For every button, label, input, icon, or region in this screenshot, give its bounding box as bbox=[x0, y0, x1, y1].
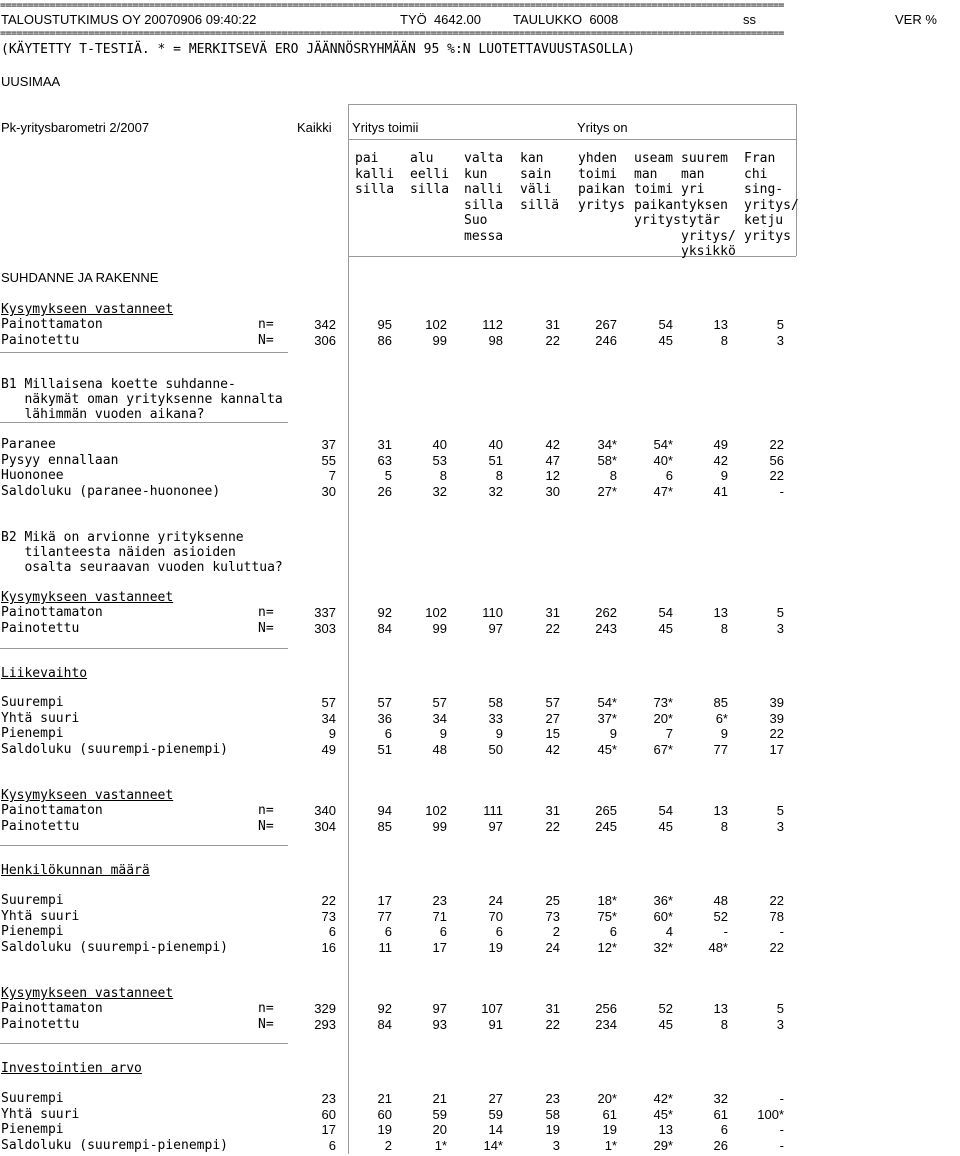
table-cell: 40* bbox=[653, 452, 673, 468]
table-cell: 49 bbox=[321, 741, 336, 757]
table-cell: 60* bbox=[653, 908, 673, 924]
equals-rule-second: ============================================================================================================================================== bbox=[0, 28, 784, 39]
table-cell: 85 bbox=[377, 818, 392, 834]
table-cell: 60 bbox=[377, 1106, 392, 1122]
table-cell: 32 bbox=[488, 483, 503, 499]
table-cell: 45 bbox=[658, 332, 673, 348]
table-cell: 8 bbox=[439, 468, 447, 483]
table-cell: 40 bbox=[432, 437, 447, 452]
table-cell: 78 bbox=[769, 908, 784, 924]
table-cell: 85 bbox=[713, 695, 728, 710]
report-ver: VER % bbox=[895, 12, 937, 27]
table-cell: 8 bbox=[720, 620, 728, 636]
table-cell: 47 bbox=[545, 452, 560, 468]
table-cell: 30 bbox=[321, 483, 336, 499]
table-cell: 14* bbox=[483, 1137, 503, 1153]
respondents-label: Kysymykseen vastanneet bbox=[1, 302, 174, 317]
table-cell: 2 bbox=[552, 924, 560, 939]
table-cell: 329 bbox=[314, 1001, 336, 1016]
table-cell: 45 bbox=[658, 818, 673, 834]
rule-liike-resp bbox=[0, 845, 288, 846]
table-cell: 31 bbox=[545, 317, 560, 332]
table-cell: 14 bbox=[488, 1122, 503, 1137]
table-cell: 42 bbox=[545, 437, 560, 452]
table-cell: 9 bbox=[495, 726, 503, 741]
table-cell: 57 bbox=[545, 695, 560, 710]
table-cell: - bbox=[779, 1122, 784, 1137]
table-cell: 22 bbox=[769, 939, 784, 955]
table-cell: 22 bbox=[545, 332, 560, 348]
rule-henk-resp bbox=[0, 1043, 288, 1044]
table-cell: 19 bbox=[488, 939, 503, 955]
table-cell: 110 bbox=[482, 605, 503, 620]
column-alueellisilla: alu eelli silla bbox=[410, 151, 450, 197]
equals-rule-top: ============================================================================================================================================== bbox=[0, 0, 784, 11]
row-label: Pysyy ennallaan bbox=[1, 452, 119, 468]
table-cell: 32 bbox=[432, 483, 447, 499]
table-cell: 17 bbox=[321, 1122, 336, 1137]
table-cell: 26 bbox=[377, 483, 392, 499]
table-cell: 1* bbox=[604, 1137, 617, 1153]
table-cell: 34* bbox=[597, 437, 617, 452]
row-code: N= bbox=[258, 332, 274, 348]
row-code: N= bbox=[258, 620, 274, 636]
column-valtakunnallisilla: valta kun nalli silla Suo messa bbox=[464, 151, 504, 244]
table-cell: 304 bbox=[314, 818, 336, 834]
table-cell: 37* bbox=[597, 710, 617, 726]
table-cell: 45 bbox=[658, 620, 673, 636]
table-cell: 51 bbox=[377, 741, 392, 757]
row-label: Painotettu bbox=[1, 620, 80, 636]
table-cell: 32* bbox=[653, 939, 673, 955]
table-cell: - bbox=[779, 483, 784, 499]
column-paikallisilla: pai kalli silla bbox=[355, 151, 395, 197]
table-cell: 84 bbox=[377, 1016, 392, 1032]
group-yritys-toimii: Yritys toimii bbox=[352, 120, 419, 135]
table-cell: 6 bbox=[439, 924, 447, 939]
table-cell: - bbox=[779, 1091, 784, 1106]
table-cell: 7 bbox=[665, 726, 673, 741]
table-cell: 20* bbox=[653, 710, 673, 726]
table-cell: 27 bbox=[488, 1091, 503, 1106]
table-cell: 5 bbox=[776, 605, 784, 620]
table-cell: 22 bbox=[545, 620, 560, 636]
table-cell: 34 bbox=[432, 710, 447, 726]
table-cell: 92 bbox=[377, 1001, 392, 1016]
table-cell: 73* bbox=[653, 695, 673, 710]
row-label: Pienempi bbox=[1, 924, 64, 939]
group-yritys-on: Yritys on bbox=[577, 120, 628, 135]
table-cell: 8 bbox=[720, 332, 728, 348]
table-cell: 267 bbox=[595, 317, 617, 332]
table-cell: 306 bbox=[314, 332, 336, 348]
column-yhden-toimipaikan: yhden toimi paikan yritys bbox=[578, 151, 625, 213]
subsection-henkilokunta: Henkilökunnan määrä bbox=[1, 863, 150, 878]
table-cell: 49 bbox=[713, 437, 728, 452]
table-cell: 3 bbox=[776, 1016, 784, 1032]
table-cell: 6 bbox=[384, 924, 392, 939]
column-franchising: Fran chi sing- yritys/ ketju yritys bbox=[744, 151, 799, 244]
table-cell: 67* bbox=[653, 741, 673, 757]
table-cell: 18* bbox=[597, 893, 617, 908]
table-cell: 23 bbox=[321, 1091, 336, 1106]
table-cell: 293 bbox=[314, 1016, 336, 1032]
table-cell: 97 bbox=[488, 818, 503, 834]
report-job: TYÖ 4642.00 bbox=[400, 12, 481, 27]
table-cell: 24 bbox=[545, 939, 560, 955]
report-note: (KÄYTETTY T-TESTIÄ. * = MERKITSEVÄ ERO JÄÄNNÖSRYHMÄÄN 95 %:N LUOTETTAVUUSTASOLLA) bbox=[1, 42, 635, 57]
table-cell: 342 bbox=[314, 317, 336, 332]
table-cell: 265 bbox=[595, 803, 617, 818]
table-cell: 48* bbox=[708, 939, 728, 955]
row-label: Suurempi bbox=[1, 1091, 64, 1106]
table-cell: 26 bbox=[713, 1137, 728, 1153]
table-cell: 71 bbox=[432, 908, 447, 924]
table-cell: 75* bbox=[597, 908, 617, 924]
table-cell: 11 bbox=[378, 939, 392, 955]
table-cell: 54 bbox=[658, 317, 673, 332]
question-b1: B1 Millaisena koette suhdanne- näkymät oman yrityksenne kannalta lähimmän vuoden aikana? bbox=[1, 377, 283, 422]
table-cell: 70 bbox=[488, 908, 503, 924]
respondents-label: Kysymykseen vastanneet bbox=[1, 788, 174, 803]
table-cell: 8 bbox=[609, 468, 617, 483]
row-label: Saldoluku (paranee-huononee) bbox=[1, 483, 221, 499]
table-cell: 97 bbox=[432, 1001, 447, 1016]
table-cell: 63 bbox=[377, 452, 392, 468]
table-cell: 99 bbox=[432, 332, 447, 348]
table-cell: 42* bbox=[653, 1091, 673, 1106]
row-code: N= bbox=[258, 818, 274, 834]
table-cell: 57 bbox=[432, 695, 447, 710]
row-label: Saldoluku (suurempi-pienempi) bbox=[1, 1137, 228, 1153]
table-cell: 5 bbox=[384, 468, 392, 483]
table-cell: 54 bbox=[658, 803, 673, 818]
table-cell: 54* bbox=[597, 695, 617, 710]
region-title: UUSIMAA bbox=[1, 74, 61, 89]
row-code: n= bbox=[258, 803, 274, 818]
rule-b1-question bbox=[0, 422, 288, 423]
table-cell: 12 bbox=[545, 468, 560, 483]
table-cell: 39 bbox=[769, 710, 784, 726]
table-cell: 3 bbox=[776, 332, 784, 348]
table-cell: 57 bbox=[377, 695, 392, 710]
table-cell: 58 bbox=[545, 1106, 560, 1122]
column-tytaryritys: suurem man yri tyksen tytär yritys/ yksikkö bbox=[681, 151, 736, 259]
row-code: n= bbox=[258, 317, 274, 332]
report-org: TALOUSTUTKIMUS OY 20070906 09:40:22 bbox=[1, 12, 257, 27]
table-cell: 22 bbox=[545, 1016, 560, 1032]
table-cell: 8 bbox=[720, 818, 728, 834]
table-cell: 8 bbox=[495, 468, 503, 483]
table-cell: 29* bbox=[653, 1137, 673, 1153]
row-label: Yhtä suuri bbox=[1, 1106, 80, 1122]
table-cell: 234 bbox=[595, 1016, 617, 1032]
header-top-rule bbox=[348, 104, 796, 105]
table-cell: 34 bbox=[321, 710, 336, 726]
table-cell: 100* bbox=[757, 1106, 784, 1122]
question-b2: B2 Mikä on arvionne yrityksenne tilanteesta näiden asioiden osalta seuraavan vuoden kuluttua? bbox=[1, 530, 283, 575]
report-ss: ss bbox=[743, 12, 756, 27]
row-label: Pienempi bbox=[1, 1122, 64, 1137]
table-cell: 17 bbox=[377, 893, 392, 908]
rule-b2-resp bbox=[0, 648, 288, 649]
kaikki-divider bbox=[348, 104, 349, 1154]
table-cell: 6* bbox=[715, 710, 728, 726]
table-cell: 55 bbox=[321, 452, 336, 468]
table-cell: 19 bbox=[545, 1122, 560, 1137]
table-cell: 19 bbox=[377, 1122, 392, 1137]
table-cell: 102 bbox=[425, 317, 447, 332]
table-cell: 58 bbox=[488, 695, 503, 710]
table-cell: - bbox=[779, 924, 784, 939]
table-cell: 9 bbox=[609, 726, 617, 741]
table-cell: 77 bbox=[377, 908, 392, 924]
row-label: Pienempi bbox=[1, 726, 64, 741]
table-cell: 24 bbox=[488, 893, 503, 908]
table-cell: 32 bbox=[713, 1091, 728, 1106]
table-cell: 19 bbox=[602, 1122, 617, 1137]
table-cell: 40 bbox=[488, 437, 503, 452]
section-title: SUHDANNE JA RAKENNE bbox=[1, 270, 159, 285]
table-cell: 3 bbox=[552, 1137, 560, 1153]
table-cell: 6 bbox=[609, 924, 617, 939]
table-cell: 3 bbox=[776, 620, 784, 636]
table-cell: 107 bbox=[481, 1001, 503, 1016]
table-cell: 245 bbox=[595, 818, 617, 834]
table-cell: 31 bbox=[377, 437, 392, 452]
table-cell: 52 bbox=[713, 908, 728, 924]
table-cell: 45* bbox=[597, 741, 617, 757]
table-cell: 59 bbox=[432, 1106, 447, 1122]
table-cell: 4 bbox=[665, 924, 673, 939]
survey-title: Pk-yritysbarometri 2/2007 bbox=[1, 120, 150, 135]
row-label: Painottamaton bbox=[1, 605, 103, 620]
table-cell: 60 bbox=[321, 1106, 336, 1122]
table-cell: 9 bbox=[720, 468, 728, 483]
table-cell: 13 bbox=[713, 1001, 728, 1016]
table-cell: 5 bbox=[776, 1001, 784, 1016]
table-cell: 2 bbox=[384, 1137, 392, 1153]
table-cell: 6 bbox=[495, 924, 503, 939]
table-cell: 23 bbox=[432, 893, 447, 908]
column-useamman-toimipaikan: useam man toimi paikan yritys bbox=[634, 151, 681, 228]
row-code: n= bbox=[258, 1001, 274, 1016]
table-cell: 99 bbox=[432, 818, 447, 834]
table-cell: 57 bbox=[321, 695, 336, 710]
table-cell: 91 bbox=[488, 1016, 503, 1032]
table-cell: 27 bbox=[545, 710, 560, 726]
table-cell: 337 bbox=[314, 605, 336, 620]
table-cell: 33 bbox=[488, 710, 503, 726]
table-cell: 112 bbox=[482, 317, 503, 332]
table-cell: 58* bbox=[597, 452, 617, 468]
table-cell: 262 bbox=[595, 605, 617, 620]
table-cell: 61 bbox=[602, 1106, 617, 1122]
table-cell: 39 bbox=[769, 695, 784, 710]
table-cell: 31 bbox=[545, 605, 560, 620]
table-cell: 41 bbox=[713, 483, 728, 499]
table-cell: 303 bbox=[314, 620, 336, 636]
table-cell: 6 bbox=[384, 726, 392, 741]
table-cell: 9 bbox=[439, 726, 447, 741]
table-cell: 48 bbox=[432, 741, 447, 757]
table-cell: 20 bbox=[432, 1122, 447, 1137]
table-cell: 6 bbox=[328, 924, 336, 939]
table-cell: 3 bbox=[776, 818, 784, 834]
table-cell: 98 bbox=[488, 332, 503, 348]
table-cell: 5 bbox=[776, 317, 784, 332]
table-cell: 1* bbox=[434, 1137, 447, 1153]
table-cell: 8 bbox=[720, 1016, 728, 1032]
table-cell: 13 bbox=[713, 317, 728, 332]
row-label: Painotettu bbox=[1, 332, 80, 348]
subsection-liikevaihto: Liikevaihto bbox=[1, 666, 88, 681]
column-kansainvalisilla: kan sain väli sillä bbox=[520, 151, 560, 213]
table-cell: 13 bbox=[658, 1122, 673, 1137]
table-cell: 21 bbox=[432, 1091, 447, 1106]
table-cell: 42 bbox=[545, 741, 560, 757]
table-cell: 47* bbox=[653, 483, 673, 499]
row-label: Painotettu bbox=[1, 818, 80, 834]
table-cell: 45* bbox=[653, 1106, 673, 1122]
table-cell: 15 bbox=[545, 726, 560, 741]
row-label: Painotettu bbox=[1, 1016, 80, 1032]
table-cell: 22 bbox=[769, 893, 784, 908]
row-label: Painottamaton bbox=[1, 1001, 103, 1016]
table-cell: 36* bbox=[653, 893, 673, 908]
table-cell: 73 bbox=[545, 908, 560, 924]
row-code: n= bbox=[258, 605, 274, 620]
table-cell: 48 bbox=[713, 893, 728, 908]
table-cell: 17 bbox=[769, 741, 784, 757]
respondents-label: Kysymykseen vastanneet bbox=[1, 986, 174, 1001]
table-cell: 37 bbox=[321, 437, 336, 452]
table-cell: 61 bbox=[713, 1106, 728, 1122]
table-cell: 53 bbox=[432, 452, 447, 468]
table-cell: 17 bbox=[432, 939, 447, 955]
table-cell: 22 bbox=[769, 437, 784, 452]
respondents-label: Kysymykseen vastanneet bbox=[1, 590, 174, 605]
group-rule bbox=[349, 139, 796, 140]
table-cell: 20* bbox=[597, 1091, 617, 1106]
table-cell: 22 bbox=[321, 893, 336, 908]
table-cell: 243 bbox=[595, 620, 617, 636]
table-cell: 86 bbox=[377, 332, 392, 348]
table-cell: 30 bbox=[545, 483, 560, 499]
table-cell: 92 bbox=[377, 605, 392, 620]
table-cell: 22 bbox=[769, 468, 784, 483]
table-cell: 9 bbox=[720, 726, 728, 741]
table-cell: - bbox=[723, 924, 728, 939]
table-cell: 102 bbox=[425, 803, 447, 818]
row-label: Paranee bbox=[1, 437, 56, 452]
row-label: Saldoluku (suurempi-pienempi) bbox=[1, 939, 228, 955]
subsection-investoinnit: Investointien arvo bbox=[1, 1061, 142, 1076]
table-cell: - bbox=[779, 1137, 784, 1153]
row-label: Saldoluku (suurempi-pienempi) bbox=[1, 741, 228, 757]
table-cell: 31 bbox=[545, 1001, 560, 1016]
table-cell: 16 bbox=[321, 939, 336, 955]
report-table: TAULUKKO 6008 bbox=[513, 12, 619, 27]
table-cell: 50 bbox=[488, 741, 503, 757]
table-cell: 77 bbox=[713, 741, 728, 757]
table-cell: 21 bbox=[377, 1091, 392, 1106]
table-cell: 111 bbox=[483, 803, 503, 818]
row-label: Painottamaton bbox=[1, 317, 103, 332]
table-cell: 36 bbox=[377, 710, 392, 726]
table-cell: 5 bbox=[776, 803, 784, 818]
table-cell: 246 bbox=[595, 332, 617, 348]
table-cell: 94 bbox=[377, 803, 392, 818]
table-cell: 102 bbox=[425, 605, 447, 620]
table-cell: 73 bbox=[321, 908, 336, 924]
row-label: Suurempi bbox=[1, 695, 64, 710]
table-cell: 27* bbox=[597, 483, 617, 499]
row-code: N= bbox=[258, 1016, 274, 1032]
row-label: Suurempi bbox=[1, 893, 64, 908]
table-cell: 54* bbox=[653, 437, 673, 452]
row-label: Yhtä suuri bbox=[1, 908, 80, 924]
table-cell: 59 bbox=[488, 1106, 503, 1122]
table-cell: 22 bbox=[769, 726, 784, 741]
row-label: Painottamaton bbox=[1, 803, 103, 818]
table-cell: 52 bbox=[658, 1001, 673, 1016]
table-cell: 25 bbox=[545, 893, 560, 908]
table-cell: 6 bbox=[665, 468, 673, 483]
table-cell: 9 bbox=[328, 726, 336, 741]
table-cell: 84 bbox=[377, 620, 392, 636]
table-cell: 13 bbox=[713, 605, 728, 620]
table-cell: 97 bbox=[488, 620, 503, 636]
table-cell: 23 bbox=[545, 1091, 560, 1106]
table-cell: 93 bbox=[432, 1016, 447, 1032]
table-cell: 42 bbox=[713, 452, 728, 468]
table-cell: 6 bbox=[328, 1137, 336, 1153]
table-cell: 12* bbox=[597, 939, 617, 955]
table-cell: 340 bbox=[314, 803, 336, 818]
row-label: Yhtä suuri bbox=[1, 710, 80, 726]
table-cell: 95 bbox=[377, 317, 392, 332]
row-label: Huononee bbox=[1, 468, 64, 483]
table-cell: 45 bbox=[658, 1016, 673, 1032]
column-kaikki: Kaikki bbox=[297, 120, 332, 135]
table-cell: 13 bbox=[713, 803, 728, 818]
table-cell: 56 bbox=[769, 452, 784, 468]
table-cell: 99 bbox=[432, 620, 447, 636]
table-cell: 22 bbox=[545, 818, 560, 834]
table-cell: 256 bbox=[595, 1001, 617, 1016]
rule-b1-resp bbox=[0, 352, 288, 353]
table-cell: 7 bbox=[328, 468, 336, 483]
table-cell: 6 bbox=[720, 1122, 728, 1137]
table-cell: 54 bbox=[658, 605, 673, 620]
table-cell: 51 bbox=[488, 452, 503, 468]
table-cell: 31 bbox=[545, 803, 560, 818]
